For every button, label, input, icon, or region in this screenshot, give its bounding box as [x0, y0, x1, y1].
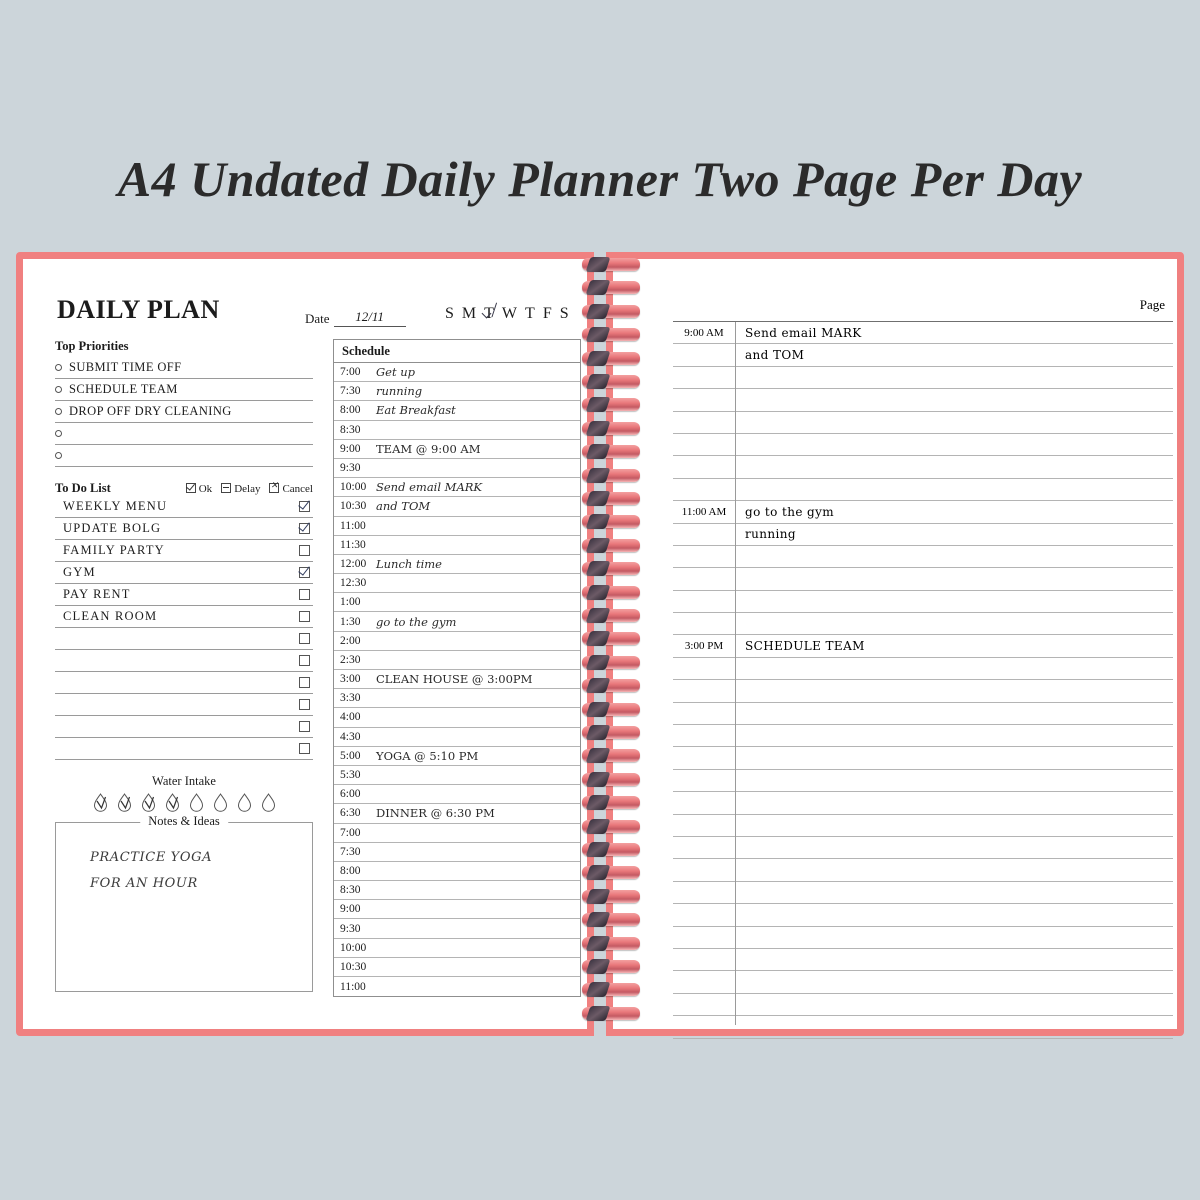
spiral-ring: [582, 913, 640, 926]
schedule-row[interactable]: [334, 593, 580, 612]
priority-text: DROP OFF DRY CLEANING: [69, 404, 232, 418]
day-5[interactable]: F: [542, 305, 560, 322]
schedule-time: 6:30: [340, 807, 361, 820]
top-priorities-list: [55, 357, 313, 467]
note-row[interactable]: [673, 524, 1173, 546]
water-drop-icon[interactable]: [213, 793, 228, 812]
schedule-entry[interactable]: YOGA @ 5:10 PM: [376, 748, 479, 763]
spiral-ring: [582, 492, 640, 505]
daily-plan-heading: DAILY PLAN: [57, 295, 220, 324]
legend-ok: [186, 482, 212, 495]
note-entry[interactable]: SCHEDULE TEAM: [745, 639, 865, 654]
spiral-ring: [582, 960, 640, 973]
note-entry[interactable]: Send email MARK: [745, 325, 862, 340]
todo-checkbox[interactable]: [299, 589, 310, 600]
legend-cancel-label: Cancel: [282, 483, 313, 495]
notes-label: Notes & Ideas: [140, 814, 228, 829]
spiral-ring: [582, 656, 640, 669]
schedule-entry[interactable]: Eat Breakfast: [376, 403, 456, 418]
time-column-divider: [735, 322, 736, 1025]
schedule-row[interactable]: [334, 612, 580, 631]
schedule-time: 5:00: [340, 749, 361, 762]
schedule-row[interactable]: [334, 939, 580, 958]
schedule-row[interactable]: [334, 440, 580, 459]
spiral-ring: [582, 422, 640, 435]
schedule-row[interactable]: [334, 382, 580, 401]
spiral-ring: [582, 281, 640, 294]
schedule-time: 8:30: [340, 423, 361, 436]
note-row[interactable]: [673, 344, 1173, 366]
schedule-entry[interactable]: CLEAN HOUSE @ 3:00PM: [376, 672, 533, 687]
schedule-row[interactable]: [334, 670, 580, 689]
priority-text: SCHEDULE TEAM: [69, 382, 178, 396]
left-page: [16, 252, 594, 1036]
dash-icon: [221, 483, 231, 493]
page-title: A4 Undated Daily Planner Two Page Per Day: [117, 151, 1083, 207]
spiral-ring: [582, 890, 640, 903]
spiral-ring: [582, 375, 640, 388]
schedule-entry[interactable]: running: [376, 384, 423, 399]
schedule-time: 9:00: [340, 442, 361, 455]
water-drop-icon[interactable]: [165, 793, 180, 812]
note-row[interactable]: [673, 322, 1173, 344]
spiral-ring: [582, 586, 640, 599]
note-row[interactable]: [673, 546, 1173, 568]
schedule-row[interactable]: [334, 689, 580, 708]
todo-row[interactable]: [55, 716, 313, 738]
schedule-row[interactable]: [334, 478, 580, 497]
todo-checkbox[interactable]: [299, 721, 310, 732]
schedule-row[interactable]: [334, 843, 580, 862]
day-6[interactable]: S: [559, 305, 577, 322]
schedule-row[interactable]: [334, 785, 580, 804]
todo-row[interactable]: [55, 518, 313, 540]
schedule-time: 10:30: [340, 500, 367, 513]
schedule-row[interactable]: [334, 881, 580, 900]
todo-legend: [186, 482, 313, 495]
date-value[interactable]: 12/11: [334, 309, 406, 327]
todo-list-label: To Do List: [55, 481, 111, 495]
notes-text[interactable]: [56, 823, 312, 897]
todo-checkbox[interactable]: [299, 699, 310, 710]
todo-checkbox[interactable]: [299, 611, 310, 622]
spiral-ring: [582, 562, 640, 575]
schedule-time: 8:00: [340, 864, 361, 877]
todo-text: UPDATE BOLG: [63, 521, 162, 535]
cross-icon: [269, 483, 279, 493]
note-row[interactable]: [673, 412, 1173, 434]
schedule-time: 7:00: [340, 826, 361, 839]
todo-checkbox[interactable]: [299, 523, 310, 534]
note-row[interactable]: [673, 434, 1173, 456]
water-drop-icon[interactable]: [141, 793, 156, 812]
water-intake-tracker[interactable]: [55, 793, 313, 812]
schedule-time: 11:30: [340, 538, 366, 551]
note-time[interactable]: 9:00 AM: [684, 326, 724, 339]
schedule-time: 8:00: [340, 404, 361, 417]
note-row[interactable]: [673, 725, 1173, 747]
todo-header: [55, 481, 313, 496]
schedule-time: 10:30: [340, 960, 367, 973]
water-drop-icon[interactable]: [237, 793, 252, 812]
note-row[interactable]: [673, 859, 1173, 881]
todo-row[interactable]: [55, 562, 313, 584]
schedule-row[interactable]: [334, 555, 580, 574]
left-column: [55, 339, 313, 992]
spiral-ring: [582, 843, 640, 856]
legend-cancel: [269, 482, 313, 495]
priority-text: SUBMIT TIME OFF: [69, 360, 182, 374]
todo-row[interactable]: [55, 628, 313, 650]
schedule-row[interactable]: [334, 459, 580, 478]
todo-row[interactable]: [55, 650, 313, 672]
schedule-row[interactable]: [334, 632, 580, 651]
schedule-row[interactable]: [334, 766, 580, 785]
schedule-entry[interactable]: Send email MARK: [376, 480, 483, 495]
notes-grid: [673, 322, 1173, 1025]
schedule-row[interactable]: [334, 363, 580, 382]
check-icon: [186, 483, 196, 493]
todo-checkbox[interactable]: [299, 633, 310, 644]
schedule-row[interactable]: [334, 517, 580, 536]
todo-row[interactable]: [55, 738, 313, 760]
note-row[interactable]: [673, 479, 1173, 501]
notes-line: PRACTICE YOGA: [90, 850, 213, 865]
spiral-ring: [582, 796, 640, 809]
bullet-icon: [55, 408, 62, 415]
priority-row[interactable]: [55, 357, 313, 379]
note-row[interactable]: [673, 770, 1173, 792]
bullet-icon: [55, 386, 62, 393]
note-row[interactable]: [673, 680, 1173, 702]
schedule-time: 11:00: [340, 519, 366, 532]
schedule-row[interactable]: [334, 977, 580, 996]
date-label: Date: [305, 311, 330, 326]
todo-row[interactable]: [55, 606, 313, 628]
spiral-ring: [582, 469, 640, 482]
spiral-ring: [582, 609, 640, 622]
note-row[interactable]: [673, 703, 1173, 725]
schedule-entry[interactable]: DINNER @ 6:30 PM: [376, 806, 495, 821]
note-row[interactable]: [673, 591, 1173, 613]
schedule-entry[interactable]: Get up: [376, 365, 416, 380]
note-row[interactable]: [673, 613, 1173, 635]
schedule-time: 7:00: [340, 366, 361, 379]
note-row[interactable]: [673, 635, 1173, 657]
note-row[interactable]: [673, 501, 1173, 523]
day-4[interactable]: T: [525, 305, 543, 322]
note-entry[interactable]: go to the gym: [745, 504, 835, 519]
water-drop-icon[interactable]: [93, 793, 108, 812]
right-page: [606, 252, 1184, 1036]
day-of-week-selector[interactable]: [445, 305, 577, 323]
note-row[interactable]: [673, 658, 1173, 680]
bullet-icon: [55, 430, 62, 437]
todo-row[interactable]: [55, 496, 313, 518]
schedule-row[interactable]: [334, 497, 580, 516]
schedule-entry[interactable]: go to the gym: [376, 614, 457, 629]
schedule-time: 1:30: [340, 615, 361, 628]
spiral-ring: [582, 632, 640, 645]
note-time[interactable]: 3:00 PM: [684, 640, 724, 653]
note-row[interactable]: [673, 949, 1173, 971]
page-number-label: Page: [1139, 297, 1165, 312]
schedule-time: 4:30: [340, 730, 361, 743]
spiral-ring: [582, 937, 640, 950]
water-drop-icon[interactable]: [189, 793, 204, 812]
schedule-time: 12:00: [340, 557, 367, 570]
schedule-panel: [333, 339, 581, 997]
spiral-ring: [582, 305, 640, 318]
todo-checkbox[interactable]: [299, 501, 310, 512]
todo-text: WEEKLY MENU: [63, 499, 168, 513]
todo-text: PAY RENT: [63, 587, 131, 601]
schedule-label: Schedule: [334, 340, 580, 363]
note-row[interactable]: [673, 792, 1173, 814]
note-row[interactable]: [673, 882, 1173, 904]
schedule-time: 9:00: [340, 903, 361, 916]
spiral-ring: [582, 703, 640, 716]
schedule-time: 12:30: [340, 577, 367, 590]
schedule-time: 6:00: [340, 788, 361, 801]
todo-checkbox[interactable]: [299, 655, 310, 666]
schedule-row[interactable]: [334, 536, 580, 555]
schedule-time: 2:00: [340, 634, 361, 647]
schedule-row[interactable]: [334, 919, 580, 938]
bullet-icon: [55, 452, 62, 459]
todo-checkbox[interactable]: [299, 677, 310, 688]
schedule-entry[interactable]: TEAM @ 9:00 AM: [376, 441, 481, 456]
note-row[interactable]: [673, 927, 1173, 949]
spiral-ring: [582, 1007, 640, 1020]
water-drop-icon[interactable]: [261, 793, 276, 812]
schedule-time: 9:30: [340, 462, 361, 475]
schedule-entry[interactable]: and TOM: [376, 499, 431, 514]
schedule-time: 10:00: [340, 941, 367, 954]
spiral-ring: [582, 866, 640, 879]
priority-row[interactable]: [55, 379, 313, 401]
spiral-ring: [582, 258, 640, 271]
planner-spread: [16, 252, 1184, 1036]
todo-text: GYM: [63, 565, 96, 579]
left-page-content: [45, 277, 575, 1021]
note-row[interactable]: [673, 971, 1173, 993]
todo-checkbox[interactable]: [299, 743, 310, 754]
note-row[interactable]: [673, 389, 1173, 411]
schedule-time: 8:30: [340, 884, 361, 897]
schedule-row[interactable]: [334, 958, 580, 977]
top-priorities-label: Top Priorities: [55, 339, 129, 353]
schedule-row[interactable]: [334, 747, 580, 766]
schedule-time: 5:30: [340, 769, 361, 782]
schedule-time: 9:30: [340, 922, 361, 935]
note-entry[interactable]: and TOM: [745, 348, 805, 363]
schedule-row[interactable]: [334, 862, 580, 881]
spiral-ring: [582, 983, 640, 996]
day-0[interactable]: S: [445, 305, 462, 322]
todo-list: [55, 496, 313, 760]
note-time[interactable]: 11:00 AM: [681, 505, 727, 518]
schedule-entry[interactable]: Lunch time: [376, 556, 442, 571]
spiral-binding: [578, 252, 646, 1036]
schedule-time: 1:00: [340, 596, 361, 609]
schedule-row[interactable]: [334, 824, 580, 843]
date-field[interactable]: [305, 309, 406, 327]
right-page-content: [673, 277, 1173, 1025]
priority-row[interactable]: [55, 401, 313, 423]
schedule-time: 3:00: [340, 673, 361, 686]
spiral-ring: [582, 398, 640, 411]
spiral-ring: [582, 749, 640, 762]
todo-row[interactable]: [55, 540, 313, 562]
schedule-row[interactable]: [334, 708, 580, 727]
schedule-row[interactable]: [334, 421, 580, 440]
spiral-ring: [582, 773, 640, 786]
spiral-ring: [582, 726, 640, 739]
note-row[interactable]: [673, 367, 1173, 389]
spiral-ring: [582, 328, 640, 341]
schedule-time: 2:30: [340, 653, 361, 666]
todo-text: FAMILY PARTY: [63, 543, 165, 557]
schedule-time: 4:00: [340, 711, 361, 724]
schedule-list: [334, 363, 580, 996]
water-intake-label: Water Intake: [152, 774, 216, 788]
note-row[interactable]: [673, 747, 1173, 769]
schedule-time: 7:30: [340, 845, 361, 858]
todo-checkbox[interactable]: [299, 567, 310, 578]
schedule-row[interactable]: [334, 401, 580, 420]
todo-checkbox[interactable]: [299, 545, 310, 556]
schedule-row[interactable]: [334, 651, 580, 670]
schedule-row[interactable]: [334, 728, 580, 747]
schedule-time: 11:00: [340, 980, 366, 993]
water-drop-icon[interactable]: [117, 793, 132, 812]
spiral-ring: [582, 539, 640, 552]
note-row[interactable]: [673, 456, 1173, 478]
todo-row[interactable]: [55, 694, 313, 716]
todo-row[interactable]: [55, 584, 313, 606]
note-row[interactable]: [673, 815, 1173, 837]
spiral-ring: [582, 679, 640, 692]
schedule-row[interactable]: [334, 574, 580, 593]
schedule-time: 3:30: [340, 692, 361, 705]
spiral-ring: [582, 445, 640, 458]
priority-row[interactable]: [55, 445, 313, 467]
schedule-row[interactable]: [334, 804, 580, 823]
right-page-rows: [673, 322, 1173, 1039]
note-row[interactable]: [673, 837, 1173, 859]
note-row[interactable]: [673, 904, 1173, 926]
bullet-icon: [55, 364, 62, 371]
note-entry[interactable]: running: [745, 527, 796, 542]
legend-ok-label: Ok: [198, 483, 213, 495]
notes-box[interactable]: [55, 814, 313, 992]
spiral-ring: [582, 820, 640, 833]
day-2[interactable]: T: [484, 305, 502, 322]
legend-delay: [221, 482, 260, 495]
day-3[interactable]: W: [501, 305, 526, 322]
notes-line: FOR AN HOUR: [90, 876, 198, 891]
day-1[interactable]: M: [461, 305, 485, 322]
spiral-ring: [582, 515, 640, 528]
todo-text: CLEAN ROOM: [63, 609, 158, 623]
legend-delay-label: Delay: [234, 483, 261, 495]
note-row[interactable]: [673, 994, 1173, 1016]
spiral-ring: [582, 352, 640, 365]
priority-row[interactable]: [55, 423, 313, 445]
schedule-row[interactable]: [334, 900, 580, 919]
todo-row[interactable]: [55, 672, 313, 694]
note-row[interactable]: [673, 1016, 1173, 1038]
schedule-time: 10:00: [340, 481, 367, 494]
schedule-time: 7:30: [340, 385, 361, 398]
note-row[interactable]: [673, 568, 1173, 590]
